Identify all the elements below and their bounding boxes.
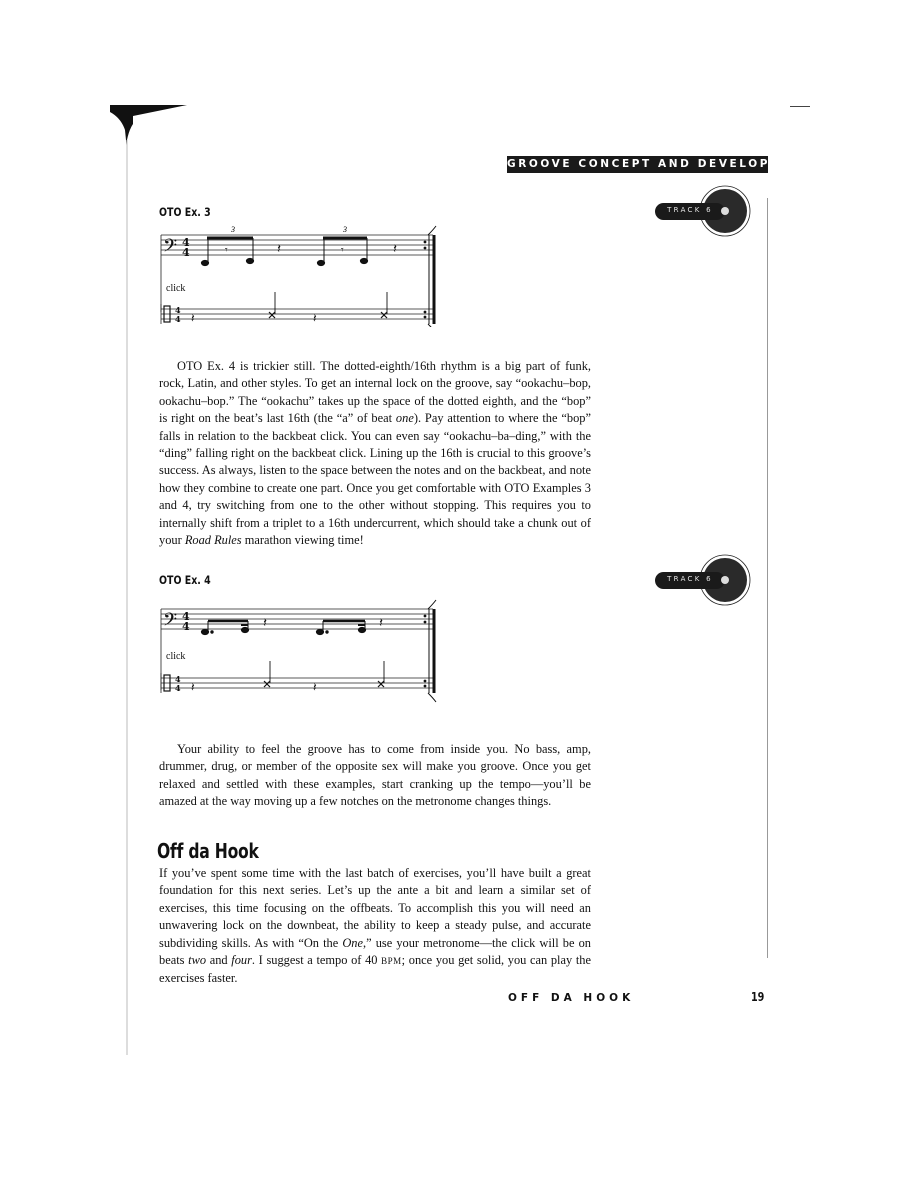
cd-icon bbox=[655, 184, 765, 244]
text-run: ). Pay attention to where the “bop” falls in relation to the backbeat click. You can even say “ookachu–ba–ding,” with the “ding” falling right on the backbeat click. Lining up the 16th is crucial to this groove’s success. As always, listen to the space between the notes and on the backbeat, and note how they combine to create one part. Once you get comfortable with OTO Examples 3 and 4, try switching from one to the other without stopping. This requires you to internally shift from a triplet to a 16th undercurrent, which should take a chunk out of your bbox=[159, 411, 591, 548]
svg-text:4: 4 bbox=[175, 674, 181, 684]
svg-text:4: 4 bbox=[175, 314, 181, 324]
notation-example-3 bbox=[157, 222, 442, 327]
cd-icon bbox=[655, 553, 765, 613]
text-run: . I suggest a tempo of 40 bbox=[251, 953, 382, 968]
track-badge-ex4 bbox=[655, 553, 765, 613]
svg-text:4: 4 bbox=[175, 305, 181, 315]
track-label: TRACK 6 bbox=[667, 575, 713, 583]
example-3-title: OTO Ex. 3 bbox=[159, 205, 211, 219]
section-paragraph bbox=[159, 865, 591, 988]
text-run: ,” use your metronome—the click will be on beats bbox=[159, 935, 591, 968]
svg-text:𝄽: 𝄽 bbox=[393, 242, 397, 257]
click-label: click bbox=[166, 283, 186, 294]
svg-text:𝄽: 𝄽 bbox=[313, 311, 317, 325]
emphasis: four bbox=[231, 953, 252, 968]
track-badge-ex3 bbox=[655, 184, 765, 244]
right-margin-rule bbox=[767, 198, 768, 958]
emphasis: Road Rules bbox=[184, 533, 242, 548]
body-paragraph-2 bbox=[159, 741, 591, 811]
svg-text:𝄾: 𝄾 bbox=[225, 245, 228, 256]
svg-text:𝄽: 𝄽 bbox=[277, 242, 281, 257]
small-caps: BPM bbox=[381, 956, 402, 967]
text-run: OTO Ex. 4 is trickier still. The dotted-eighth/16th rhythm is a big part of funk, rock, Latin, and other styles. To get an internal lock on the groove, say “ookachu–bop, ookachu–bop.” The “ookachu” takes up the space of the dotted eighth, and the “bop” is right on the beat’s last 16th (the “a” of beat bbox=[159, 359, 591, 426]
paragraph-text: Your ability to feel the groove has to come from inside you. No bass, amp, drummer, drug, or member of the opposite sex will make you groove. Once you get relaxed and settled with these examples, start cranking up the tempo—you’ll be amazed at the way moving up a few notches on the metronome changes things. bbox=[159, 742, 591, 809]
click-label: click bbox=[166, 651, 186, 662]
notation-example-4 bbox=[157, 596, 442, 706]
triplet-mark: 3 bbox=[231, 225, 235, 234]
text-run: and bbox=[206, 953, 232, 968]
text-run: If you’ve spent some time with the last batch of exercises, you’ll have built a great foundation for this next series. Let’s up the ante a bit and learn a similar set of exercises, this time focusing on the offbeats. To accomplish this you will need an unwavering lock on the downbeat, the ability to keep a steady pulse, and accurate subdividing skills. As with “On the bbox=[159, 866, 591, 950]
emphasis: One bbox=[342, 935, 363, 950]
svg-text:𝄽: 𝄽 bbox=[313, 680, 317, 694]
svg-text:𝄽: 𝄽 bbox=[191, 680, 195, 694]
svg-text:𝄢: 𝄢 bbox=[163, 236, 178, 261]
section-heading: Off da Hook bbox=[157, 839, 259, 863]
page-number: 19 bbox=[751, 990, 765, 1004]
svg-text:4: 4 bbox=[182, 610, 190, 623]
text-run: marathon viewing time! bbox=[241, 533, 364, 548]
body-paragraph-1 bbox=[159, 358, 591, 549]
svg-text:𝄽: 𝄽 bbox=[379, 616, 383, 631]
text-run: ; once you get solid, you can play the exercises faster. bbox=[159, 953, 591, 986]
running-header: GROOVE CONCEPT AND DEVELOPMENT bbox=[507, 156, 768, 173]
svg-text:4: 4 bbox=[182, 620, 190, 633]
track-label: TRACK 6 bbox=[667, 206, 713, 214]
svg-text:𝄾: 𝄾 bbox=[341, 245, 344, 256]
example-4-title: OTO Ex. 4 bbox=[159, 573, 211, 587]
top-right-rule bbox=[790, 106, 810, 107]
triplet-mark: 3 bbox=[343, 225, 347, 234]
svg-text:4: 4 bbox=[182, 236, 190, 249]
svg-text:4: 4 bbox=[182, 246, 190, 259]
svg-text:𝄢: 𝄢 bbox=[163, 610, 178, 635]
svg-text:4: 4 bbox=[175, 683, 181, 693]
emphasis: one bbox=[395, 411, 414, 426]
svg-text:𝄽: 𝄽 bbox=[191, 311, 195, 325]
footer-title: OFF DA HOOK bbox=[508, 992, 635, 1004]
svg-text:𝄽: 𝄽 bbox=[263, 616, 267, 631]
emphasis: two bbox=[188, 953, 207, 968]
